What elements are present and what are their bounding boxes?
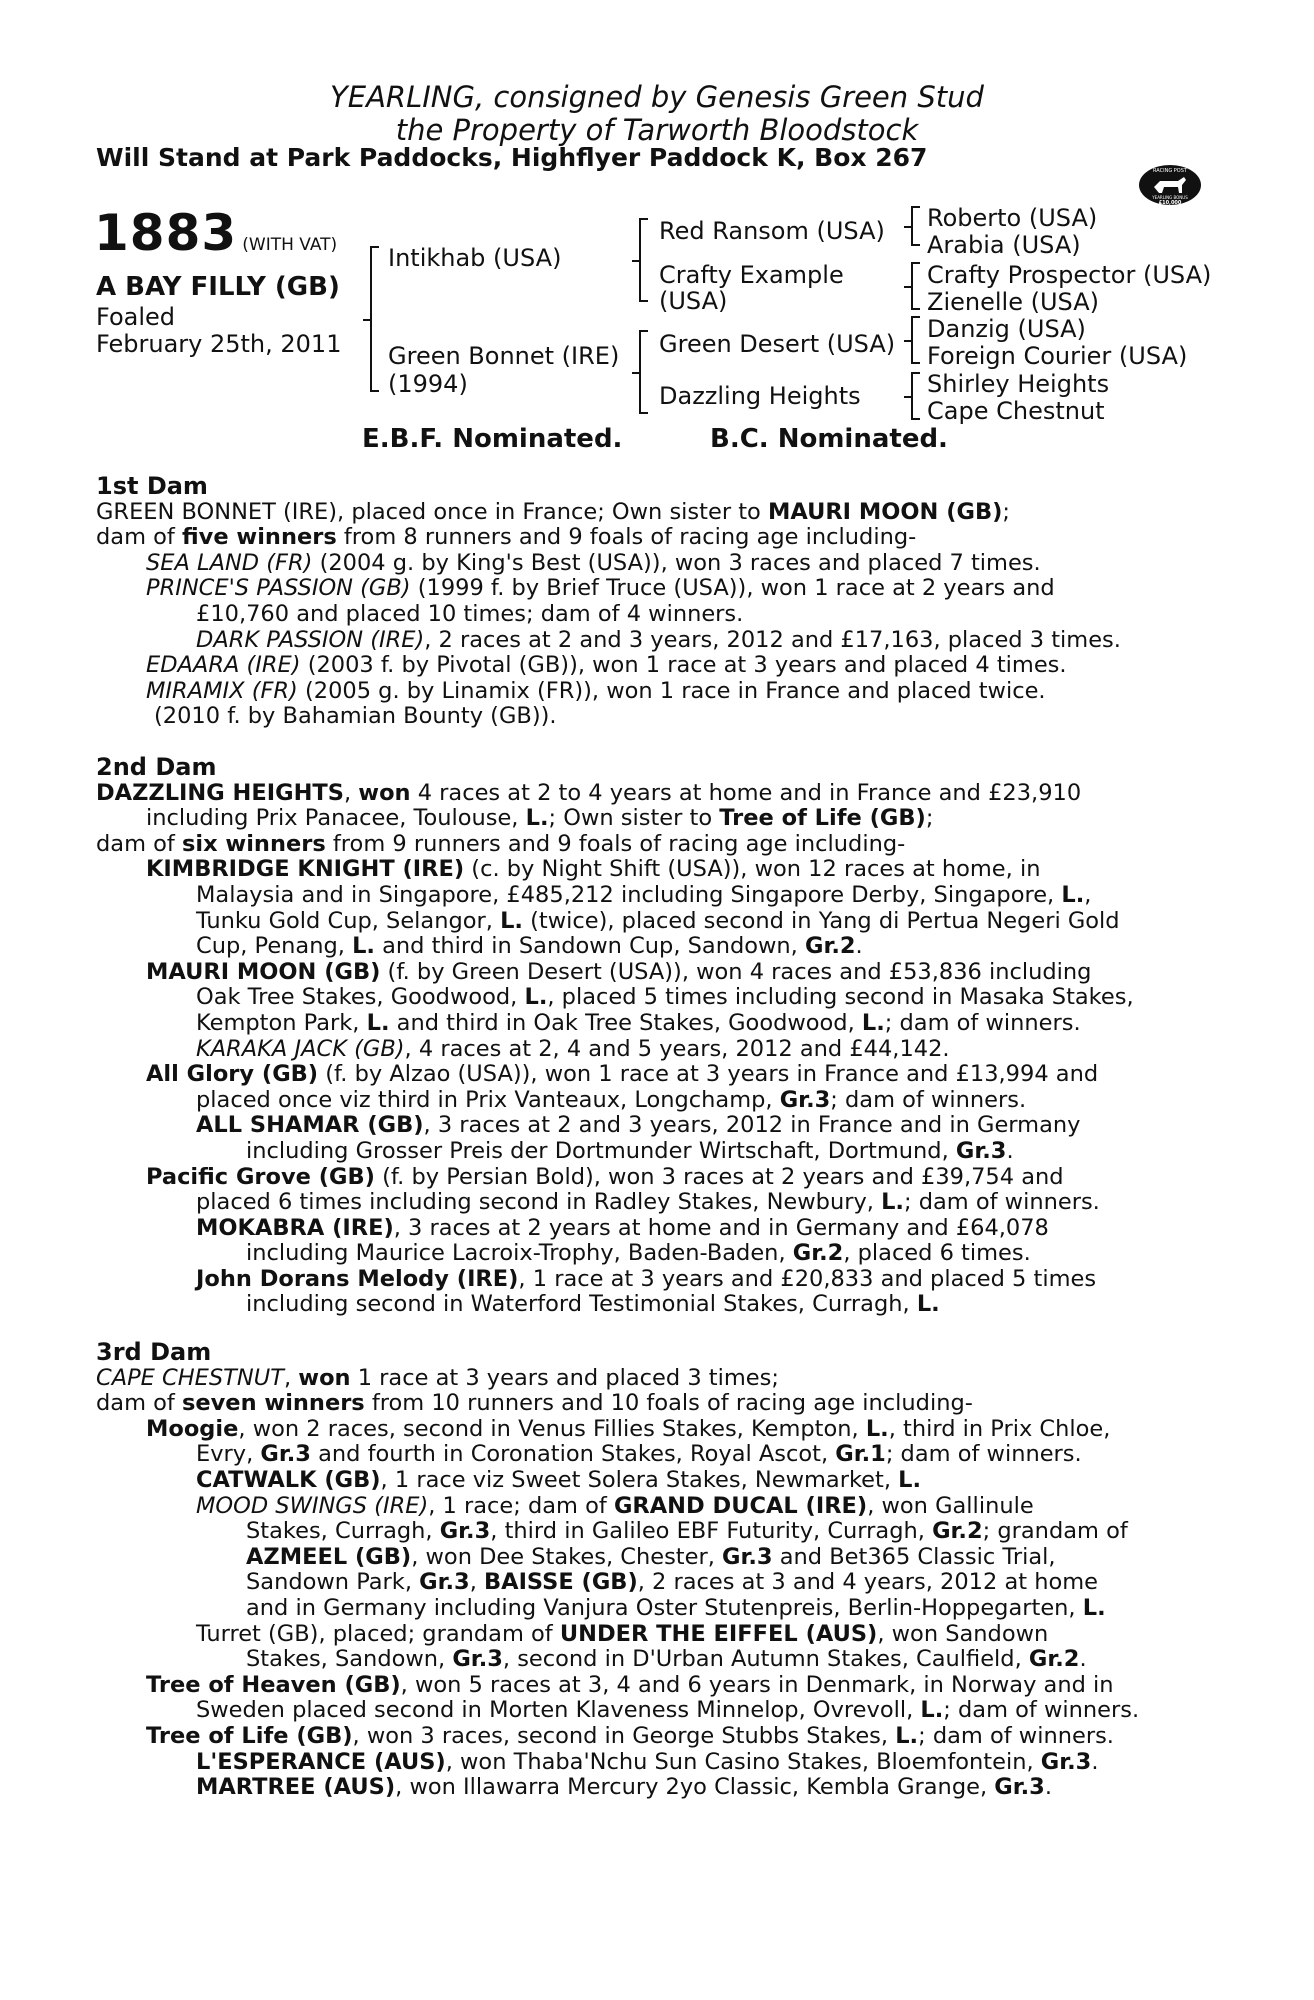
svg-text:£10,000: £10,000 <box>1158 200 1182 206</box>
text-run: . <box>1044 1774 1052 1801</box>
text-run: five winners <box>181 524 337 551</box>
text-run: , <box>469 1569 484 1596</box>
text-run: Malaysia and in Singapore, £485,212 including Singapore Derby, Singapore, <box>196 881 1062 908</box>
text-run: ; <box>925 805 934 832</box>
text-run: Sweden placed second in Morten Klaveness Minnelop, Ovrevoll, <box>196 1697 921 1724</box>
text-run: (1999 f. by Brief Truce (USA)), won 1 race at 2 years and <box>410 575 1055 602</box>
text-line <box>96 576 1206 602</box>
text-run: DARK PASSION (IRE) <box>196 626 425 653</box>
text-run: , won 5 races at 3, 4 and 6 years in Denmark, in Norway and in <box>400 1671 1114 1698</box>
text-run: L'ESPERANCE (AUS) <box>196 1748 446 1775</box>
text-run: L. <box>1061 881 1085 908</box>
text-run: Cup, Penang, <box>196 933 353 960</box>
text-run: , 4 races at 2, 4 and 5 years, 2012 and £44,142. <box>404 1035 950 1062</box>
text-run: Kempton Park, <box>196 1009 367 1036</box>
text-run: placed 6 times including second in Radley Stakes, Newbury, <box>196 1189 882 1216</box>
text-run: AZMEEL (GB) <box>246 1543 412 1570</box>
text-run: dam of <box>96 830 182 857</box>
text-run: L. <box>865 1415 889 1442</box>
text-run: and fourth in Coronation Stakes, Royal Ascot, <box>310 1441 836 1468</box>
text-run: Gr.3 <box>260 1441 311 1468</box>
text-run: KIMBRIDGE KNIGHT (IRE) <box>146 856 465 883</box>
text-run: (2005 g. by Linamix (FR)), won 1 race in France and placed twice. <box>297 677 1046 704</box>
text-line <box>96 1165 1206 1191</box>
dds: Shirley Heights <box>927 370 1110 398</box>
text-run: , 3 races at 2 years at home and in Germany and £64,078 <box>393 1214 1049 1241</box>
svg-text:YEARLING BONUS: YEARLING BONUS <box>1152 195 1188 200</box>
text-line <box>96 500 1206 526</box>
consignor-line: YEARLING, consigned by Genesis Green Stud <box>330 80 984 114</box>
text-run: Gr.2 <box>804 933 856 960</box>
text-run: , second in D'Urban Autumn Stakes, Caulfield, <box>502 1646 1029 1673</box>
text-run: 1 race at 3 years and placed 3 times; <box>350 1364 779 1391</box>
text-run: Gr.3 <box>779 1086 831 1113</box>
lot-number-row <box>94 204 337 262</box>
text-run: ; <box>1002 498 1010 525</box>
text-run: (f. by Green Desert (USA)), won 4 races and £53,836 including <box>380 958 1092 985</box>
brace-dam-line <box>639 330 648 414</box>
text-run: , 2 races at 3 and 4 years, 2012 at home <box>637 1569 1098 1596</box>
first-dam-section <box>96 474 1206 730</box>
brace-ss <box>911 206 920 246</box>
text-run: won <box>358 779 411 806</box>
text-run: All Glory (GB) <box>146 1061 319 1088</box>
text-run: Tree of Life (GB) <box>719 805 926 832</box>
text-run: , won 2 races, second in Venus Fillies Stakes, Kempton, <box>238 1415 866 1442</box>
text-run: £10,760 and placed 10 times; dam of 4 winners. <box>196 600 744 627</box>
text-run: Gr.3 <box>452 1646 503 1673</box>
text-line <box>96 1241 1206 1267</box>
text-line <box>96 1468 1206 1494</box>
text-run: . <box>1006 1137 1014 1164</box>
dam-year: (1994) <box>388 370 468 398</box>
text-line <box>96 1570 1206 1596</box>
dam-dam: Dazzling Heights <box>659 382 861 410</box>
text-run: including Maurice Lacroix-Trophy, Baden-Baden, <box>246 1240 793 1267</box>
text-run: , placed 5 times including second in Masaka Stakes, <box>547 984 1134 1011</box>
lot-title: A BAY FILLY (GB) <box>96 272 340 302</box>
text-run: . <box>1091 1748 1099 1775</box>
brace-sire-line <box>639 218 648 302</box>
brace-dd <box>911 372 920 420</box>
text-run: , <box>283 1364 299 1391</box>
text-line <box>96 832 1206 858</box>
text-run: Stakes, Sandown, <box>246 1646 453 1673</box>
text-run: ; dam of winners. <box>918 1722 1114 1749</box>
text-run: dam of <box>96 1390 182 1417</box>
dam-sire: Green Desert (USA) <box>659 330 896 358</box>
text-run: Gr.2 <box>1028 1646 1080 1673</box>
text-run: . <box>1079 1646 1087 1673</box>
text-run: Turret (GB), placed; grandam of <box>196 1620 560 1647</box>
text-run: GRAND DUCAL (IRE) <box>613 1492 868 1519</box>
text-line <box>96 1417 1206 1443</box>
text-run: ALL SHAMAR (GB) <box>196 1112 424 1139</box>
brace-gen1 <box>370 246 379 392</box>
foaled-date: February 25th, 2011 <box>96 330 342 358</box>
text-run: (2010 f. by Bahamian Bounty (GB)). <box>154 703 557 730</box>
text-run: Moogie <box>146 1415 239 1442</box>
text-run: (c. by Night Shift (USA)), won 12 races at home, in <box>464 856 1041 883</box>
text-run: John Dorans Melody (IRE) <box>196 1265 519 1292</box>
text-run: L. <box>525 805 549 832</box>
text-run: L. <box>500 907 523 934</box>
ebf-nominated: E.B.F. Nominated. <box>362 424 623 454</box>
text-run: SEA LAND (FR) <box>146 549 313 576</box>
text-run: (2004 g. by King's Best (USA)), won 3 races and placed 7 times. <box>312 549 1041 576</box>
text-run: Tree of Heaven (GB) <box>146 1671 401 1698</box>
text-line <box>96 1698 1206 1724</box>
text-run: , third in Galileo EBF Futurity, Curragh, <box>490 1518 933 1545</box>
text-run: , won Illawarra Mercury 2yo Classic, Kembla Grange, <box>395 1774 995 1801</box>
ssd: Arabia (USA) <box>927 231 1081 259</box>
text-line <box>96 602 1206 628</box>
text-line <box>96 1267 1206 1293</box>
text-run: (2003 f. by Pivotal (GB)), won 1 race at 3 years and placed 4 times. <box>300 652 1067 679</box>
text-run: Stakes, Curragh, <box>246 1518 440 1545</box>
text-run: CAPE CHESTNUT <box>96 1364 284 1391</box>
text-line <box>96 525 1206 551</box>
text-run: Oak Tree Stakes, Goodwood, <box>196 984 525 1011</box>
text-run: . <box>855 933 863 960</box>
text-line <box>96 1622 1206 1648</box>
text-line <box>96 781 1206 807</box>
text-run: Tree of Life (GB) <box>146 1722 353 1749</box>
text-run: L. <box>524 984 548 1011</box>
text-run: and Bet365 Classic Trial, <box>772 1543 1056 1570</box>
sire: Intikhab (USA) <box>388 244 562 272</box>
text-line <box>96 806 1206 832</box>
dam: Green Bonnet (IRE) <box>388 342 620 370</box>
text-line <box>96 1673 1206 1699</box>
text-run: Gr.3 <box>955 1137 1007 1164</box>
text-run: , 1 race viz Sweet Solera Stakes, Newmarket, <box>380 1466 899 1493</box>
text-run: , <box>1084 881 1092 908</box>
text-run: ; dam of winners. <box>884 1009 1081 1036</box>
text-run: ; grandam of <box>982 1518 1128 1545</box>
second-dam-section <box>96 755 1206 1318</box>
text-line <box>96 1190 1206 1216</box>
text-line <box>96 1088 1206 1114</box>
text-line <box>96 1113 1206 1139</box>
text-line <box>96 1519 1206 1545</box>
text-run: L. <box>861 1009 885 1036</box>
text-run: , won Sandown <box>877 1620 1049 1647</box>
text-run: (f. by Persian Bold), won 3 races at 2 years and £39,754 and <box>374 1163 1064 1190</box>
text-run: , <box>343 779 359 806</box>
text-line <box>96 1647 1206 1673</box>
text-run: , won Dee Stakes, Chester, <box>411 1543 723 1570</box>
text-run: L. <box>366 1009 390 1036</box>
text-run: MARTREE (AUS) <box>196 1774 396 1801</box>
text-run: won <box>298 1364 351 1391</box>
text-line <box>96 551 1206 577</box>
text-line <box>96 909 1206 935</box>
text-line <box>96 857 1206 883</box>
dsd: Foreign Courier (USA) <box>927 342 1188 370</box>
text-line <box>96 679 1206 705</box>
text-line <box>96 653 1206 679</box>
sire-sire: Red Ransom (USA) <box>659 217 885 245</box>
yearling-bonus-logo <box>1138 163 1202 207</box>
text-line <box>96 628 1206 654</box>
text-run: Pacific Grove (GB) <box>146 1163 375 1190</box>
text-run: UNDER THE EIFFEL (AUS) <box>559 1620 878 1647</box>
text-line <box>96 1545 1206 1571</box>
text-line <box>96 1037 1206 1063</box>
text-line <box>96 1366 1206 1392</box>
text-run: including second in Waterford Testimonial Stakes, Curragh, <box>246 1291 917 1318</box>
text-line <box>96 1391 1206 1417</box>
text-run: MAURI MOON (GB) <box>146 958 381 985</box>
text-run: L. <box>1082 1594 1106 1621</box>
text-run: and third in Sandown Cup, Sandown, <box>374 933 805 960</box>
text-run: 4 races at 2 to 4 years at home and in France and £23,910 <box>410 779 1082 806</box>
text-run: L. <box>352 933 375 960</box>
brace-sd <box>911 262 920 310</box>
text-line <box>96 934 1206 960</box>
text-run: , 1 race at 3 years and £20,833 and placed 5 times <box>518 1265 1097 1292</box>
text-line <box>96 1775 1206 1801</box>
text-line <box>96 985 1206 1011</box>
text-run: L. <box>895 1722 919 1749</box>
text-run: Evry, <box>196 1441 261 1468</box>
text-run: MIRAMIX (FR) <box>146 677 298 704</box>
text-run: dam of <box>96 524 182 551</box>
text-run: , won Thaba'Nchu Sun Casino Stakes, Bloemfontein, <box>445 1748 1041 1775</box>
text-line <box>96 960 1206 986</box>
text-run: from 10 runners and 10 foals of racing age including- <box>364 1390 973 1417</box>
text-run: ; dam of winners. <box>885 1441 1082 1468</box>
text-run: Gr.1 <box>835 1441 886 1468</box>
section-heading: 3rd Dam <box>96 1338 212 1366</box>
text-run: PRINCE'S PASSION (GB) <box>146 575 411 602</box>
brace-ds <box>911 316 920 364</box>
text-run: EDAARA (IRE) <box>146 652 301 679</box>
text-line <box>96 1442 1206 1468</box>
text-run: (f. by Alzao (USA)), won 1 race at 3 years in France and £13,994 and <box>318 1061 1099 1088</box>
text-line <box>96 883 1206 909</box>
text-run: MAURI MOON (GB) <box>767 498 1003 525</box>
text-run: Gr.3 <box>439 1518 491 1545</box>
text-run: ; dam of winners. <box>903 1189 1100 1216</box>
sds: Crafty Prospector (USA) <box>927 261 1212 289</box>
sdd: Zienelle (USA) <box>927 288 1099 316</box>
text-run: Sandown Park, <box>246 1569 420 1596</box>
text-run: from 8 runners and 9 foals of racing age including- <box>336 524 917 551</box>
lot-number: 1883 <box>94 204 238 262</box>
text-run: placed once viz third in Prix Vanteaux, Longchamp, <box>196 1086 780 1113</box>
text-run: L. <box>920 1697 944 1724</box>
property-line: the Property of Tarworth Bloodstock <box>395 113 919 147</box>
text-run: , won 3 races, second in George Stubbs Stakes, <box>352 1722 896 1749</box>
text-line <box>96 1011 1206 1037</box>
vat-note: (WITH VAT) <box>242 235 338 255</box>
text-run: Gr.2 <box>792 1240 844 1267</box>
text-run: Gr.2 <box>932 1518 983 1545</box>
text-run: L. <box>881 1189 904 1216</box>
text-line <box>96 1139 1206 1165</box>
text-run: ; dam of winners. <box>943 1697 1140 1724</box>
text-run: Tunku Gold Cup, Selangor, <box>196 907 501 934</box>
text-run: six winners <box>181 830 326 857</box>
text-line <box>96 1724 1206 1750</box>
svg-text:RACING POST: RACING POST <box>1153 168 1187 174</box>
sss: Roberto (USA) <box>927 204 1098 232</box>
stand-location: Will Stand at Park Paddocks, Highflyer Paddock K, Box 267 <box>96 143 928 172</box>
text-run: L. <box>898 1466 922 1493</box>
section-heading: 2nd Dam <box>96 753 217 781</box>
bc-nominated: B.C. Nominated. <box>710 424 948 454</box>
text-run: , placed 6 times. <box>843 1240 1031 1267</box>
text-run: , won Gallinule <box>867 1492 1034 1519</box>
text-line <box>96 704 1206 730</box>
text-run: , third in Prix Chloe, <box>888 1415 1111 1442</box>
ddd: Cape Chestnut <box>927 397 1105 425</box>
text-run: and in Germany including Vanjura Oster Stutenpreis, Berlin-Hoppegarten, <box>246 1594 1083 1621</box>
dss: Danzig (USA) <box>927 315 1086 343</box>
text-line <box>96 1216 1206 1242</box>
text-run: BAISSE (GB) <box>484 1569 638 1596</box>
text-line <box>96 1494 1206 1520</box>
text-run: Gr.3 <box>419 1569 470 1596</box>
text-run: DAZZLING HEIGHTS <box>96 779 344 806</box>
text-run: ; dam of winners. <box>830 1086 1027 1113</box>
text-run: seven winners <box>181 1390 365 1417</box>
text-run: CATWALK (GB) <box>196 1466 381 1493</box>
third-dam-section <box>96 1340 1206 1801</box>
text-run: from 9 runners and 9 foals of racing age including- <box>325 830 906 857</box>
sire-dam-country: (USA) <box>659 287 728 315</box>
text-line <box>96 1292 1206 1318</box>
text-line <box>96 1750 1206 1776</box>
text-run: , 1 race; dam of <box>428 1492 614 1519</box>
text-line <box>96 1062 1206 1088</box>
text-run: MOKABRA (IRE) <box>196 1214 394 1241</box>
text-run: including Prix Panacee, Toulouse, <box>146 805 526 832</box>
text-run: Gr.3 <box>1040 1748 1092 1775</box>
text-run: L. <box>916 1291 940 1318</box>
section-heading: 1st Dam <box>96 472 208 500</box>
text-run: (twice), placed second in Yang di Pertua Negeri Gold <box>522 907 1120 934</box>
foaled-label: Foaled <box>96 303 176 331</box>
sire-dam: Crafty Example <box>659 261 844 289</box>
text-run: , 3 races at 2 and 3 years, 2012 in France and in Germany <box>423 1112 1081 1139</box>
text-run: ; Own sister to <box>548 805 720 832</box>
text-run: KARAKA JACK (GB) <box>196 1035 405 1062</box>
text-run: GREEN BONNET (IRE), placed once in France; Own sister to <box>96 498 768 525</box>
text-run: including Grosser Preis der Dortmunder Wirtschaft, Dortmund, <box>246 1137 956 1164</box>
text-run: , 2 races at 2 and 3 years, 2012 and £17,163, placed 3 times. <box>424 626 1121 653</box>
text-run: MOOD SWINGS (IRE) <box>196 1492 429 1519</box>
text-run: Gr.3 <box>994 1774 1045 1801</box>
text-run: and third in Oak Tree Stakes, Goodwood, <box>389 1009 862 1036</box>
text-line <box>96 1596 1206 1622</box>
text-run: Gr.3 <box>722 1543 773 1570</box>
